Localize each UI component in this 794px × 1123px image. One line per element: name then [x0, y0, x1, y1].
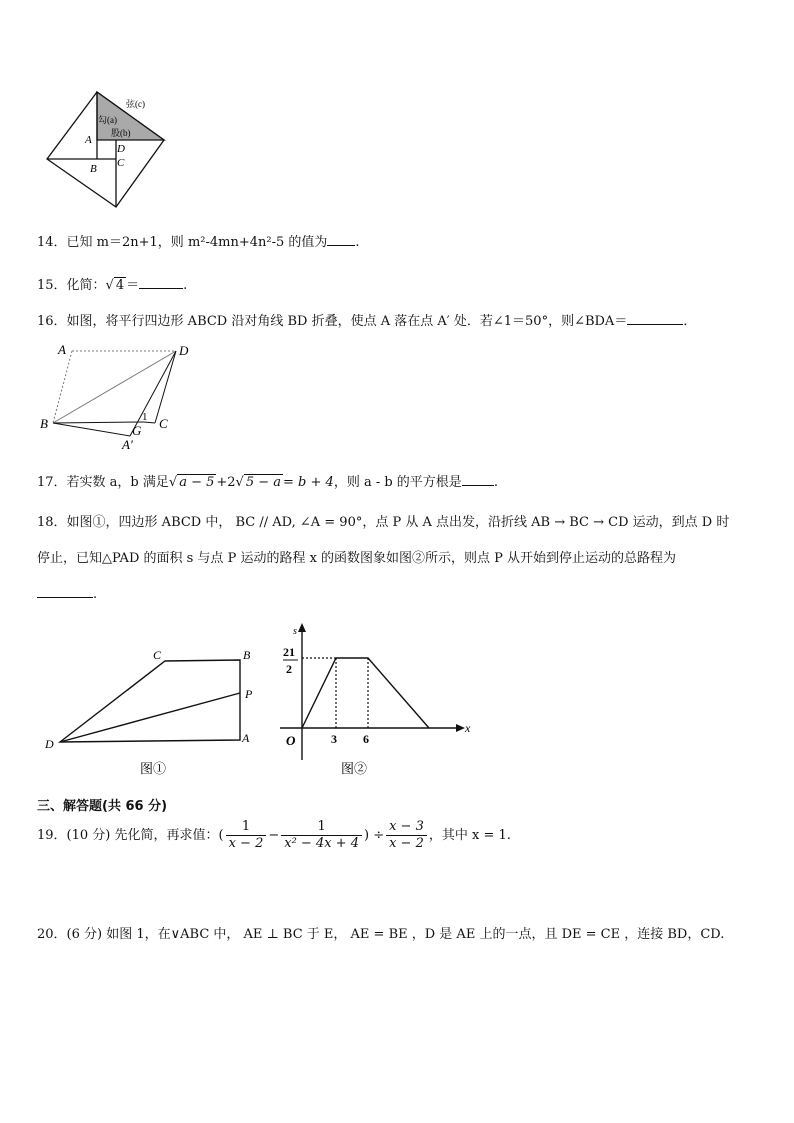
label-A: A	[242, 731, 250, 745]
section-heading: 三、解答题(共 66 分)	[37, 799, 168, 814]
question-15: 15．化简：√ 4 ＝ .	[37, 278, 188, 293]
label-B: B	[40, 416, 48, 431]
tick-3: 3	[331, 732, 337, 746]
function-graph-figure-2	[275, 620, 485, 778]
label-origin: O	[286, 733, 296, 748]
label-D: D	[45, 737, 54, 751]
question-19: 19．(10 分) 先化简，再求值：( $\frac{1}{x - 2}$ − $\frac{1}{\text{x² − 4x + 4}}$ ) ÷ $\frac{x - 3}{x - 2}$ ，其中 x = 1.	[37, 819, 511, 851]
question-18-line-2: 停止，已知△PAD 的面积 s 与点 P 运动的路程 x 的函数图象如图②所示，则点 P 从开始到停止运动的总路程为	[37, 551, 677, 566]
label-leg-b: 股(b)	[111, 128, 131, 138]
question-20: 20．(6 分) 如图 1，在∨ABC 中， AE ⊥ BC 于 E， AE = BE ，D 是 AE 上的一点，且 DE = CE ，连接 BD，CD.	[37, 927, 725, 942]
question-14: 14．已知 m＝2n+1，则 m²-4mn+4n²-5 的值为 .	[37, 235, 360, 250]
label-s: s	[293, 626, 297, 637]
label-21: 21	[283, 645, 295, 659]
caption-figure-1: 图①	[140, 761, 167, 776]
tick-6: 6	[363, 732, 369, 746]
label-A-prime: A′	[122, 437, 133, 452]
question-17: 17．若实数 a，b 满足√ a − 5 +2√ 5 − a = b + 4，则 a - b 的平方根是 .	[37, 475, 498, 490]
label-B: B	[90, 163, 97, 175]
parallelogram-fold-figure	[38, 340, 198, 454]
fraction-2: $\frac{1}{\text{x² − 4x + 4}}$	[281, 819, 362, 852]
graph-line	[302, 658, 429, 728]
label-2: 2	[286, 662, 292, 676]
label-D: D	[179, 343, 189, 358]
answer-blank[interactable]	[327, 233, 355, 246]
answer-blank[interactable]	[139, 276, 183, 289]
label-D: D	[117, 143, 125, 155]
trapezoid-figure-1	[40, 644, 260, 778]
label-x: x	[465, 721, 471, 735]
question-18-line-1: 18．如图①，四边形 ABCD 中， BC // AD, ∠A = 90°，点 P 从 A 点出发，沿折线 AB → BC → CD 运动，到点 D 时	[37, 515, 730, 530]
label-C: C	[153, 648, 162, 662]
answer-blank[interactable]	[462, 473, 494, 486]
label-G: G	[132, 423, 142, 438]
label-hypotenuse: 弦(c)	[126, 99, 145, 109]
label-leg-a: 勾(a)	[98, 115, 117, 125]
answer-blank[interactable]	[627, 312, 683, 325]
label-A: A	[85, 134, 92, 146]
question-16: 16．如图，将平行四边形 ABCD 沿对角线 BD 折叠，使点 A 落在点 A′ 处．若∠1＝50°，则∠BDA＝ ．	[37, 314, 697, 329]
label-B: B	[243, 648, 251, 662]
radical: 4	[115, 278, 125, 293]
pythagoras-figure	[40, 85, 175, 213]
label-C: C	[159, 416, 168, 431]
fraction-1: $\frac{1}{x - 2}$	[226, 819, 267, 852]
question-18-blank-line: .	[37, 585, 97, 604]
caption-figure-2: 图②	[341, 761, 368, 776]
fraction-3: $\frac{x - 3}{x - 2}$	[386, 819, 427, 852]
label-C: C	[117, 157, 125, 169]
label-angle-1: 1	[142, 411, 148, 423]
label-P: P	[245, 687, 253, 701]
label-A: A	[58, 342, 66, 357]
answer-blank[interactable]	[37, 585, 93, 598]
